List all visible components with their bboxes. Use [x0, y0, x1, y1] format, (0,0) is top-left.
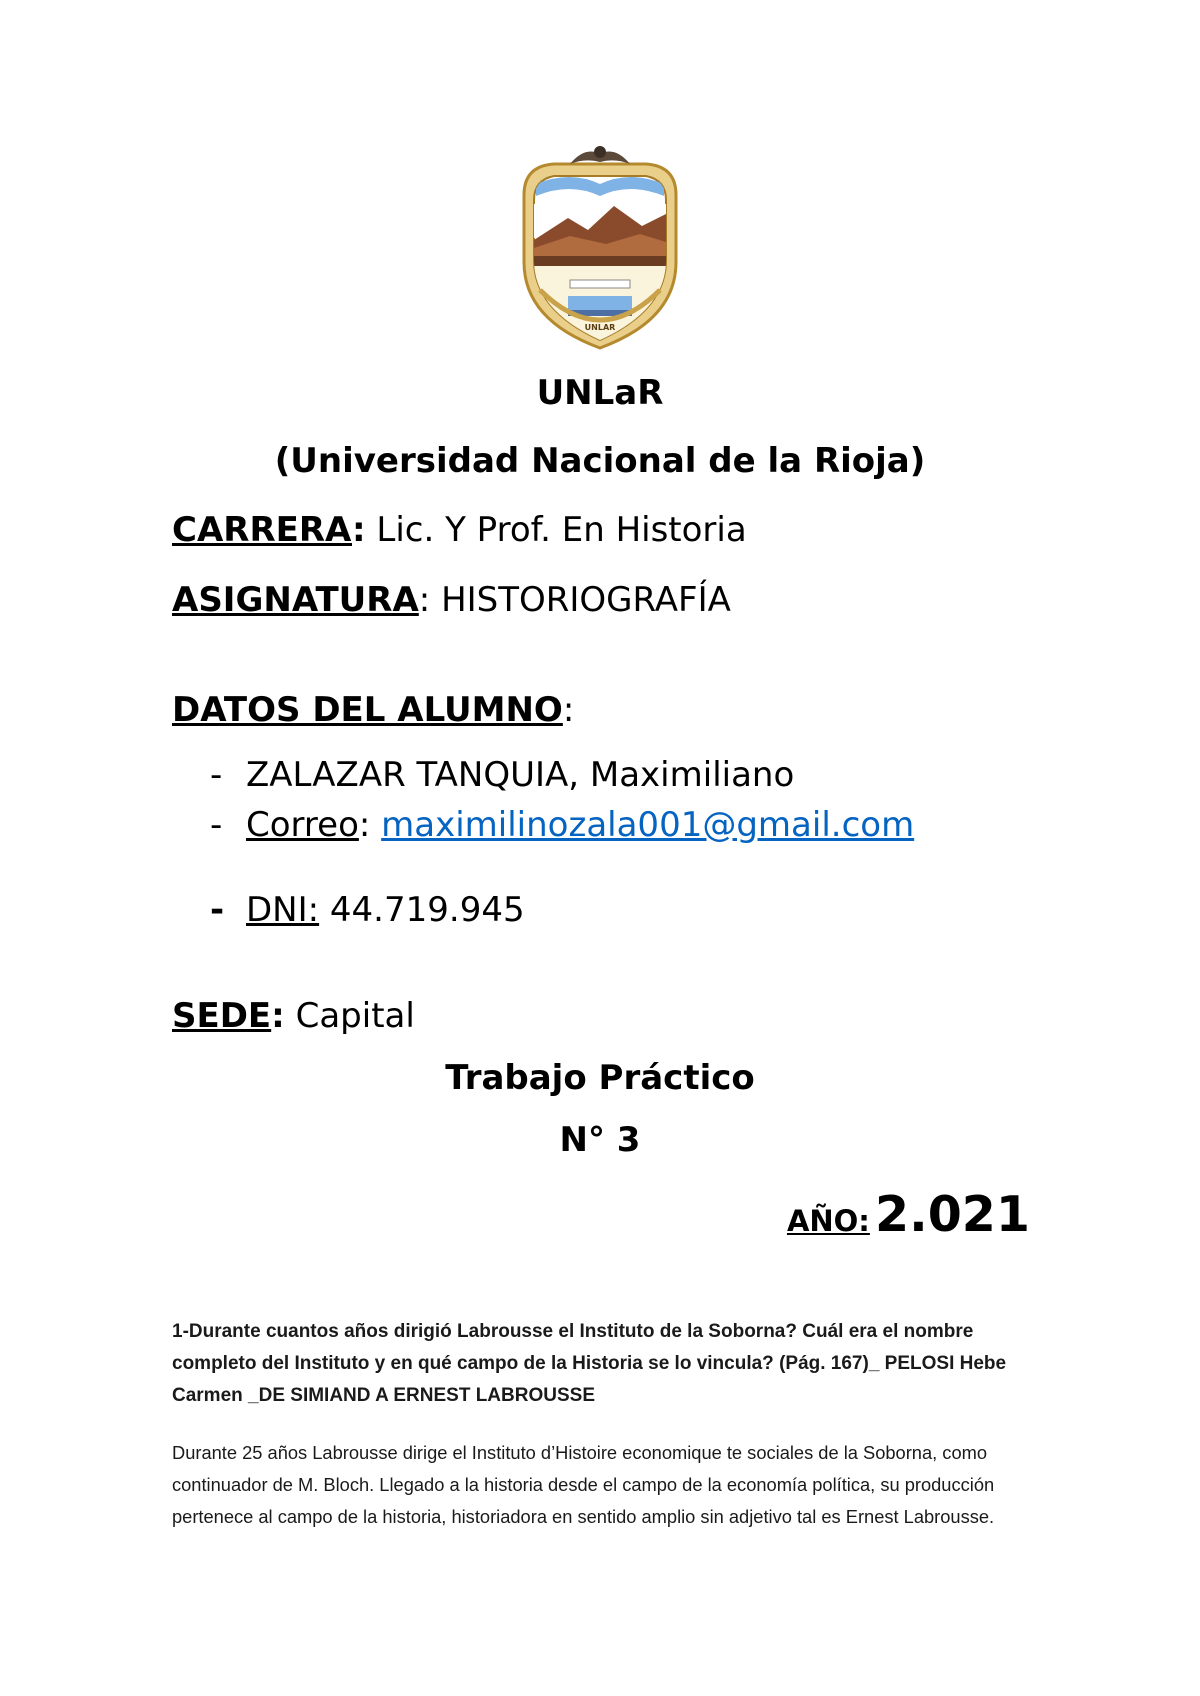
dni-value: 44.719.945: [329, 890, 525, 930]
carrera-row: CARRERA: Lic. Y Prof. En Historia: [172, 510, 747, 550]
carrera-value: Lic. Y Prof. En Historia: [376, 510, 747, 550]
asignatura-label: ASIGNATURA: [172, 580, 419, 620]
sede-value: Capital: [295, 996, 415, 1036]
year-value: 2.021: [875, 1186, 1030, 1243]
year-label: AÑO:: [786, 1204, 870, 1238]
institution-short-name: UNLaR: [536, 373, 664, 413]
email-label: Correo: [246, 805, 359, 845]
work-number: N° 3: [559, 1120, 641, 1160]
question-text: 1-Durante cuantos años dirigió Labrousse el Instituto de la Soborna? Cuál era el nombre completo del Instituto y en qué campo de la Historia se lo vincula? (Pág. 167)_ PELOSI Hebe Carmen _DE SIMIAND A ERNEST LABROUSSE: [172, 1321, 1007, 1406]
university-seal-icon: [510, 140, 690, 350]
year-row: [787, 1186, 1030, 1243]
student-email-item: - Correo: maximilinozala001@gmail.com: [210, 805, 915, 845]
email-link[interactable]: maximilinozala001@gmail.com: [381, 805, 915, 845]
carrera-label: CARRERA: [172, 510, 352, 550]
dni-label: DNI:: [246, 890, 320, 930]
asignatura-row: ASIGNATURA: HISTORIOGRAFÍA: [172, 580, 731, 620]
work-title: Trabajo Práctico: [445, 1058, 755, 1098]
institution-full-name: (Universidad Nacional de la Rioja): [274, 441, 926, 481]
student-name: ZALAZAR TANQUIA, Maximiliano: [246, 755, 795, 795]
datos-alumno-label: DATOS DEL ALUMNO: [172, 690, 563, 730]
seal-text: UNLAR: [584, 323, 616, 332]
answer-text: Durante 25 años Labrousse dirige el Instituto d’Histoire economique te sociales de la Soborna, como continuador de M. Bloch. Llegado a la historia desde el campo de la economía política, su producción pertenece al campo de la historia, historiadora en sentido amplio sin adjetivo tal es Ernest Labrousse.: [172, 1442, 995, 1527]
datos-alumno-heading: DATOS DEL ALUMNO:: [172, 690, 575, 730]
sede-label: SEDE: [172, 996, 272, 1036]
student-dni-item: - DNI: 44.719.945: [210, 890, 525, 930]
student-name-item: - ZALAZAR TANQUIA, Maximiliano: [210, 755, 795, 795]
asignatura-value: HISTORIOGRAFÍA: [441, 580, 731, 620]
sede-row: SEDE: Capital: [172, 996, 415, 1036]
